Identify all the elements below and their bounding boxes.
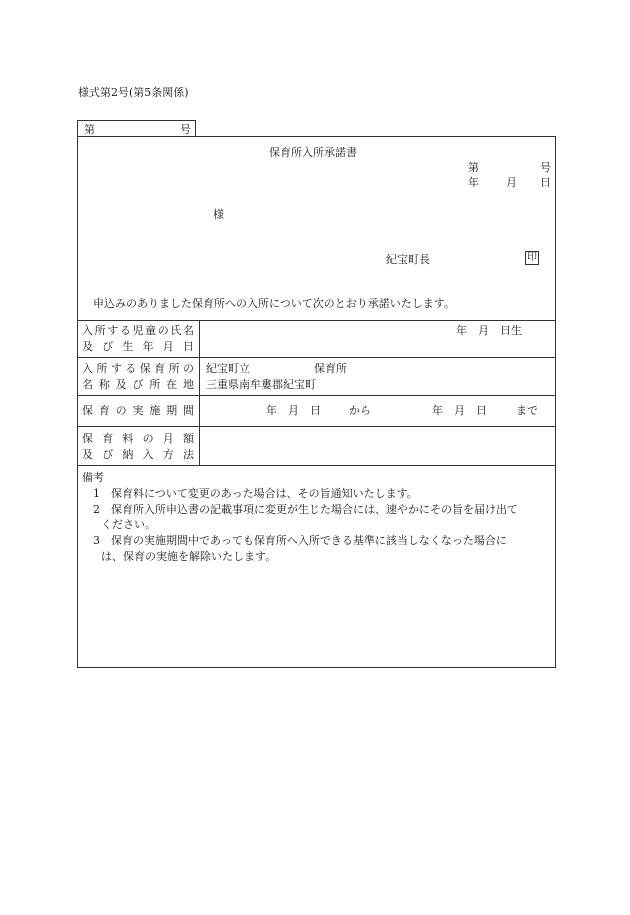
row1-birthdate: 年 月 日生 bbox=[456, 324, 522, 337]
note-3-line1: 3 保育の実施期間中であっても保育所へ入所できる基準に該当しなくなった場合に bbox=[93, 534, 507, 547]
date-month: 月 bbox=[506, 176, 517, 189]
notes-heading: 備考 bbox=[82, 471, 104, 484]
row-line-4 bbox=[77, 465, 556, 466]
row-line-3 bbox=[77, 426, 556, 427]
issuer-name: 紀宝町長 bbox=[386, 253, 430, 266]
note-2-line1: 2 保育所入所申込書の記載事項に変更が生じた場合には、速やかにその旨を届け出て bbox=[93, 503, 518, 516]
row2-nursery: 保育所 bbox=[314, 362, 347, 375]
form-frame bbox=[77, 136, 556, 668]
approval-text: 申込みのありました保育所への入所について次のとおり承諾いたします。 bbox=[93, 297, 455, 310]
row3-start-date: 年 月 日 bbox=[266, 404, 321, 417]
row3-label: 保 育 の 実 施 期 間 bbox=[82, 404, 194, 417]
date-year: 年 bbox=[468, 176, 479, 189]
row-line-2 bbox=[77, 395, 556, 396]
form-number: 様式第2号(第5条関係) bbox=[78, 86, 189, 99]
row-line-1 bbox=[77, 357, 556, 358]
row3-from: から bbox=[349, 404, 371, 417]
number-box bbox=[77, 120, 196, 137]
row2-town: 紀宝町立 bbox=[206, 362, 250, 375]
row1-label-line1: 入所する児童の氏名 bbox=[82, 324, 194, 337]
date-day: 日 bbox=[540, 176, 551, 189]
row3-until: まで bbox=[516, 404, 538, 417]
row2-label-line2: 名 称 及 び 所 在 地 bbox=[82, 378, 194, 391]
issue-number-go: 号 bbox=[540, 161, 551, 174]
note-2-line2: ください。 bbox=[101, 518, 156, 531]
addressee-suffix: 様 bbox=[213, 208, 224, 221]
row4-label-line1: 保 育 料 の 月 額 bbox=[82, 432, 194, 445]
row3-end-date: 年 月 日 bbox=[432, 404, 487, 417]
table-top-line bbox=[77, 320, 556, 321]
label-divider bbox=[199, 320, 200, 465]
document-title: 保育所入所承諾書 bbox=[269, 146, 357, 159]
note-1: 1 保育料について変更のあった場合は、その旨通知いたします。 bbox=[93, 487, 418, 500]
number-box-go: 号 bbox=[180, 123, 191, 136]
row1-label-line2: 及 び 生 年 月 日 bbox=[82, 340, 194, 353]
row2-label-line1: 入所する保育所の bbox=[82, 362, 194, 375]
row4-label-line2: 及 び 納 入 方 法 bbox=[82, 448, 194, 461]
issue-number-dai: 第 bbox=[468, 161, 479, 174]
seal-mark: 印 bbox=[527, 252, 537, 263]
note-3-line2: は、保育の実施を解除いたします。 bbox=[101, 550, 277, 563]
row2-address: 三重県南牟婁郡紀宝町 bbox=[206, 378, 316, 391]
number-box-dai: 第 bbox=[84, 123, 95, 136]
